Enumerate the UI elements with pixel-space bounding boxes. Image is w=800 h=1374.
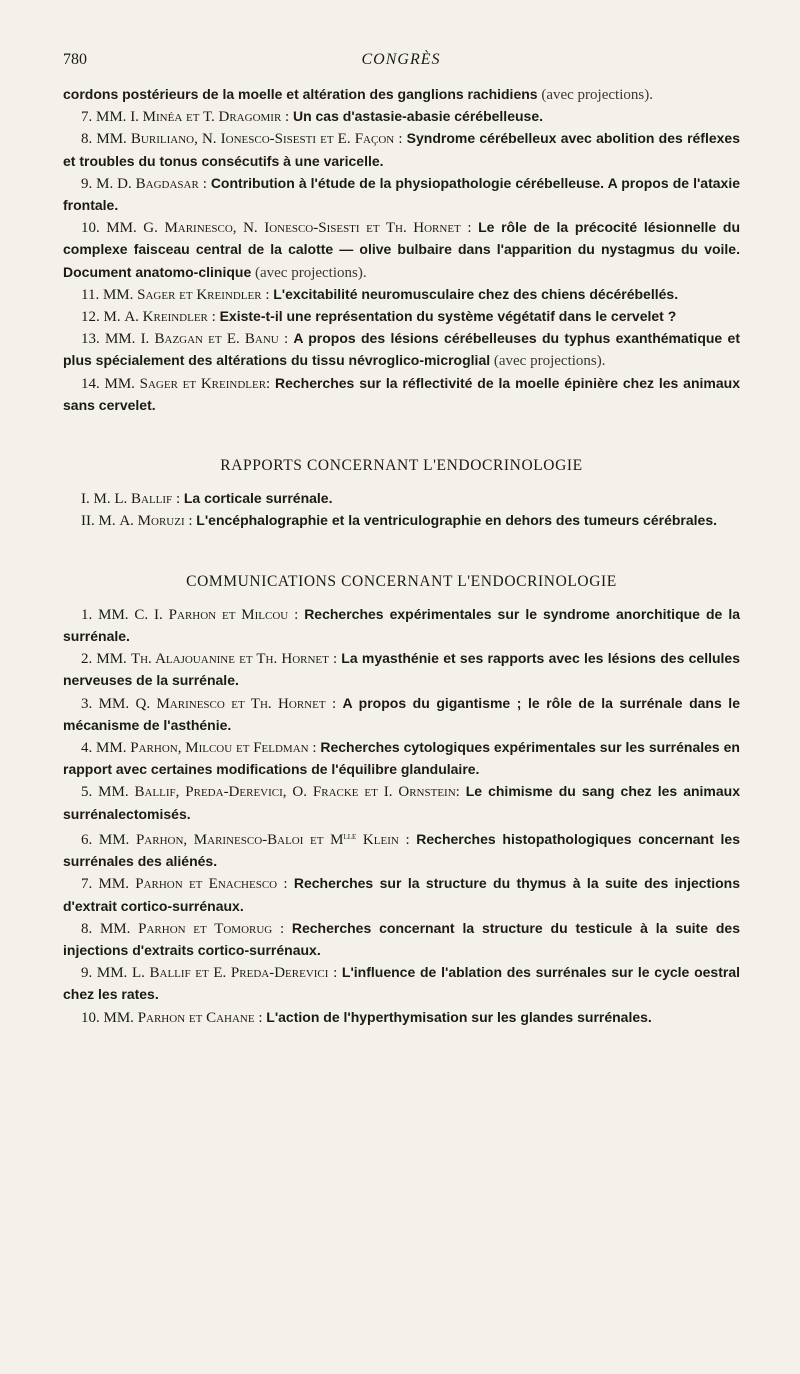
entry-separator: : xyxy=(398,831,417,848)
rapports-list xyxy=(63,488,740,532)
entry-number: 7. MM. xyxy=(81,876,136,893)
entry-authors: Ballif, Preda-Derevici, O. Fracke et I. Ornstein xyxy=(134,784,456,801)
entry-authors: L. Ballif et E. Preda-Derevici xyxy=(131,965,329,982)
list-item xyxy=(63,962,740,1006)
entry-number: 9. M. xyxy=(81,175,118,192)
entry-title: Recherches histopathologiques concernant les surrénales des aliénés. xyxy=(63,830,740,870)
entry-separator: : xyxy=(288,606,305,623)
page-number: 780 xyxy=(63,51,87,68)
entry-title: L'action de l'hyperthymisation sur les glandes surrénales. xyxy=(266,1008,652,1025)
entry-note: (avec projections). xyxy=(490,353,606,370)
entry-number: 10. MM. xyxy=(81,220,144,237)
entry-authors: G. Marinesco, N. Ionesco-Sisesti et Th. Hornet xyxy=(143,220,461,237)
entry-number: 3. MM. xyxy=(81,695,136,712)
entry-number: 7. MM. xyxy=(81,109,131,126)
list-item xyxy=(63,604,740,648)
entry-number: 8. MM. xyxy=(81,131,131,148)
entry-separator: : xyxy=(281,109,293,126)
page-body xyxy=(63,84,740,1029)
entry-title: Recherches sur la réflectivité de la moelle épinière chez les animaux sans cervelet. xyxy=(63,374,740,413)
list-item xyxy=(63,306,740,328)
entry-authors: Q. Marinesco et Th. Hornet xyxy=(135,695,326,712)
entry-separator: : xyxy=(172,491,184,508)
entry-separator: : xyxy=(455,784,466,801)
list-item xyxy=(63,918,740,962)
list-item xyxy=(63,373,740,417)
entry-title: Un cas d'astasie-abasie cérébelleuse. xyxy=(292,108,543,125)
entry-separator: : xyxy=(207,309,220,326)
entry-number: 8. MM. xyxy=(81,920,139,937)
entry-separator: : xyxy=(308,740,321,757)
entry-title: Recherches sur la structure du thymus à la suite des injections d'extrait cortico-surrénaux. xyxy=(63,875,740,914)
entry-number: 6. MM. xyxy=(81,831,136,848)
list-item xyxy=(63,693,740,737)
entry-title: La corticale surrénale. xyxy=(183,490,333,507)
communications-list-endocrinologie xyxy=(63,604,740,1029)
entry-authors: Sager et Kreindler xyxy=(139,375,267,392)
entry-title: L'excitabilité neuromusculaire chez des chiens décérébellés. xyxy=(273,285,679,302)
entry-title: L'encéphalographie et la ventriculographie en dehors des tumeurs cérébrales. xyxy=(196,512,717,529)
entry-separator: : xyxy=(325,695,343,712)
running-title: CONGRÈS xyxy=(361,51,441,68)
entry-number: 9. MM. xyxy=(81,965,132,982)
list-item xyxy=(63,1007,740,1029)
list-item xyxy=(63,128,740,172)
list-item xyxy=(63,648,740,692)
entry-authors: L. Ballif xyxy=(114,491,173,508)
section-heading-communications: COMMUNICATIONS CONCERNANT L'ENDOCRINOLOGIE xyxy=(186,572,617,590)
list-item xyxy=(63,217,740,284)
entry-separator: : xyxy=(328,651,342,668)
entry-number: 14. MM. xyxy=(81,375,140,392)
entry-separator: : xyxy=(266,375,275,392)
entry-title: Contribution à l'étude de la physiopathologie cérébelleuse. A propos de l'ataxie frontale. xyxy=(63,174,740,214)
entry-title: A propos des lésions cérébelleuses du typhus exanthématique et plus spécialement des altérations du tissu névroglico-microglial xyxy=(63,330,740,369)
entry-number: 13. MM. xyxy=(81,331,141,348)
entry-number: II. M. xyxy=(81,513,120,530)
list-item xyxy=(63,328,740,372)
entry-separator: : xyxy=(184,513,197,530)
entry-authors: I. Minéa et T. Dragomir xyxy=(130,109,282,126)
entry-authors: Parhon et Cahane xyxy=(137,1009,255,1026)
list-item xyxy=(63,284,740,306)
entry-separator: : xyxy=(277,876,294,893)
entry-authors: Parhon et Enachesco xyxy=(135,876,278,893)
entry-authors: Th. Alajouanine et Th. Hornet xyxy=(130,651,329,668)
entry-authors: A. Moruzi xyxy=(119,513,185,530)
entry-authors: C. I. Parhon et Milcou xyxy=(134,606,289,623)
list-item xyxy=(63,106,740,128)
entry-separator: : xyxy=(198,175,211,192)
continued-entry xyxy=(63,84,740,106)
entry-separator: : xyxy=(328,965,342,982)
entry-title: Le chimisme du sang chez les animaux surrénalectomisés. xyxy=(63,783,740,822)
entry-title: Existe-t-il une représentation du système végétatif dans le cervelet ? xyxy=(219,308,677,325)
communications-list-cervelet xyxy=(63,106,740,417)
entry-title: A propos du gigantisme ; le rôle de la surrénale dans le mécanisme de l'asthénie. xyxy=(63,694,740,733)
entry-authors: Buriliano, N. Ionesco-Sisesti et E. Façon xyxy=(130,131,395,148)
entry-title: cordons postérieurs de la moelle et altération des ganglions rachidiens xyxy=(63,86,538,102)
entry-title: Recherches cytologiques expérimentales sur les surrénales en rapport avec certaines modifications de l'équilibre glandulaire. xyxy=(63,739,740,778)
entry-authors: Sager et Kreindler xyxy=(137,286,262,303)
entry-superscript: lle xyxy=(343,830,357,842)
entry-number: 11. MM. xyxy=(81,286,138,303)
entry-separator: : xyxy=(272,920,292,937)
entry-authors: Klein xyxy=(356,831,399,848)
entry-number: 12. M. xyxy=(81,309,125,326)
entry-separator: : xyxy=(254,1009,267,1026)
entry-title: L'influence de l'ablation des surrénales sur le cycle oestral chez les rates. xyxy=(63,964,741,1003)
entry-number: 1. MM. xyxy=(81,606,135,623)
entry-authors: I. Bazgan et E. Banu xyxy=(140,331,279,348)
list-item xyxy=(63,173,740,217)
entry-number: I. M. xyxy=(81,491,115,508)
entry-title: Syndrome cérébelleux avec abolition des réflexes et troubles du tonus consécutifs à une varicelle. xyxy=(63,130,740,169)
entry-authors: Parhon et Tomorug xyxy=(138,920,273,937)
entry-note: (avec projections). xyxy=(537,87,653,103)
entry-number: 10. MM. xyxy=(81,1009,138,1026)
entry-authors: Parhon, Milcou et Feldman xyxy=(130,740,309,757)
entry-separator: : xyxy=(460,220,479,237)
entry-number: 4. MM. xyxy=(81,740,131,757)
entry-separator: : xyxy=(394,131,407,148)
entry-number: 2. MM. xyxy=(81,651,131,668)
list-item xyxy=(63,510,740,532)
entry-note: (avec projections). xyxy=(251,264,367,281)
entry-number: 5. MM. xyxy=(81,784,135,801)
list-item xyxy=(63,826,740,873)
list-item xyxy=(63,488,740,510)
entry-separator: : xyxy=(278,331,294,348)
entry-title: La myasthénie et ses rapports avec les lésions des cellules nerveuses de la surrénale. xyxy=(63,650,740,689)
entry-authors: A. Kreindler xyxy=(124,309,208,326)
section-heading-rapports: RAPPORTS CONCERNANT L'ENDOCRINOLOGIE xyxy=(220,457,583,475)
entry-separator: : xyxy=(261,286,274,303)
list-item xyxy=(63,873,740,917)
entry-title: Le rôle de la précocité lésionnelle du complexe faisceau central de la calotte — olive bulbaire dans l'apparition du nystagmus du voile. Document anatomo-clinique xyxy=(63,219,740,280)
entry-authors: Parhon, Marinesco-Baloi et M xyxy=(135,831,344,848)
entry-title: Recherches concernant la structure du testicule à la suite des injections d'extraits cortico-surrénaux. xyxy=(63,919,740,958)
entry-authors: D. Bagdasar xyxy=(117,175,199,192)
list-item xyxy=(63,781,740,825)
entry-title: Recherches expérimentales sur le syndrome anorchitique de la surrénale. xyxy=(63,605,740,645)
list-item xyxy=(63,737,740,781)
